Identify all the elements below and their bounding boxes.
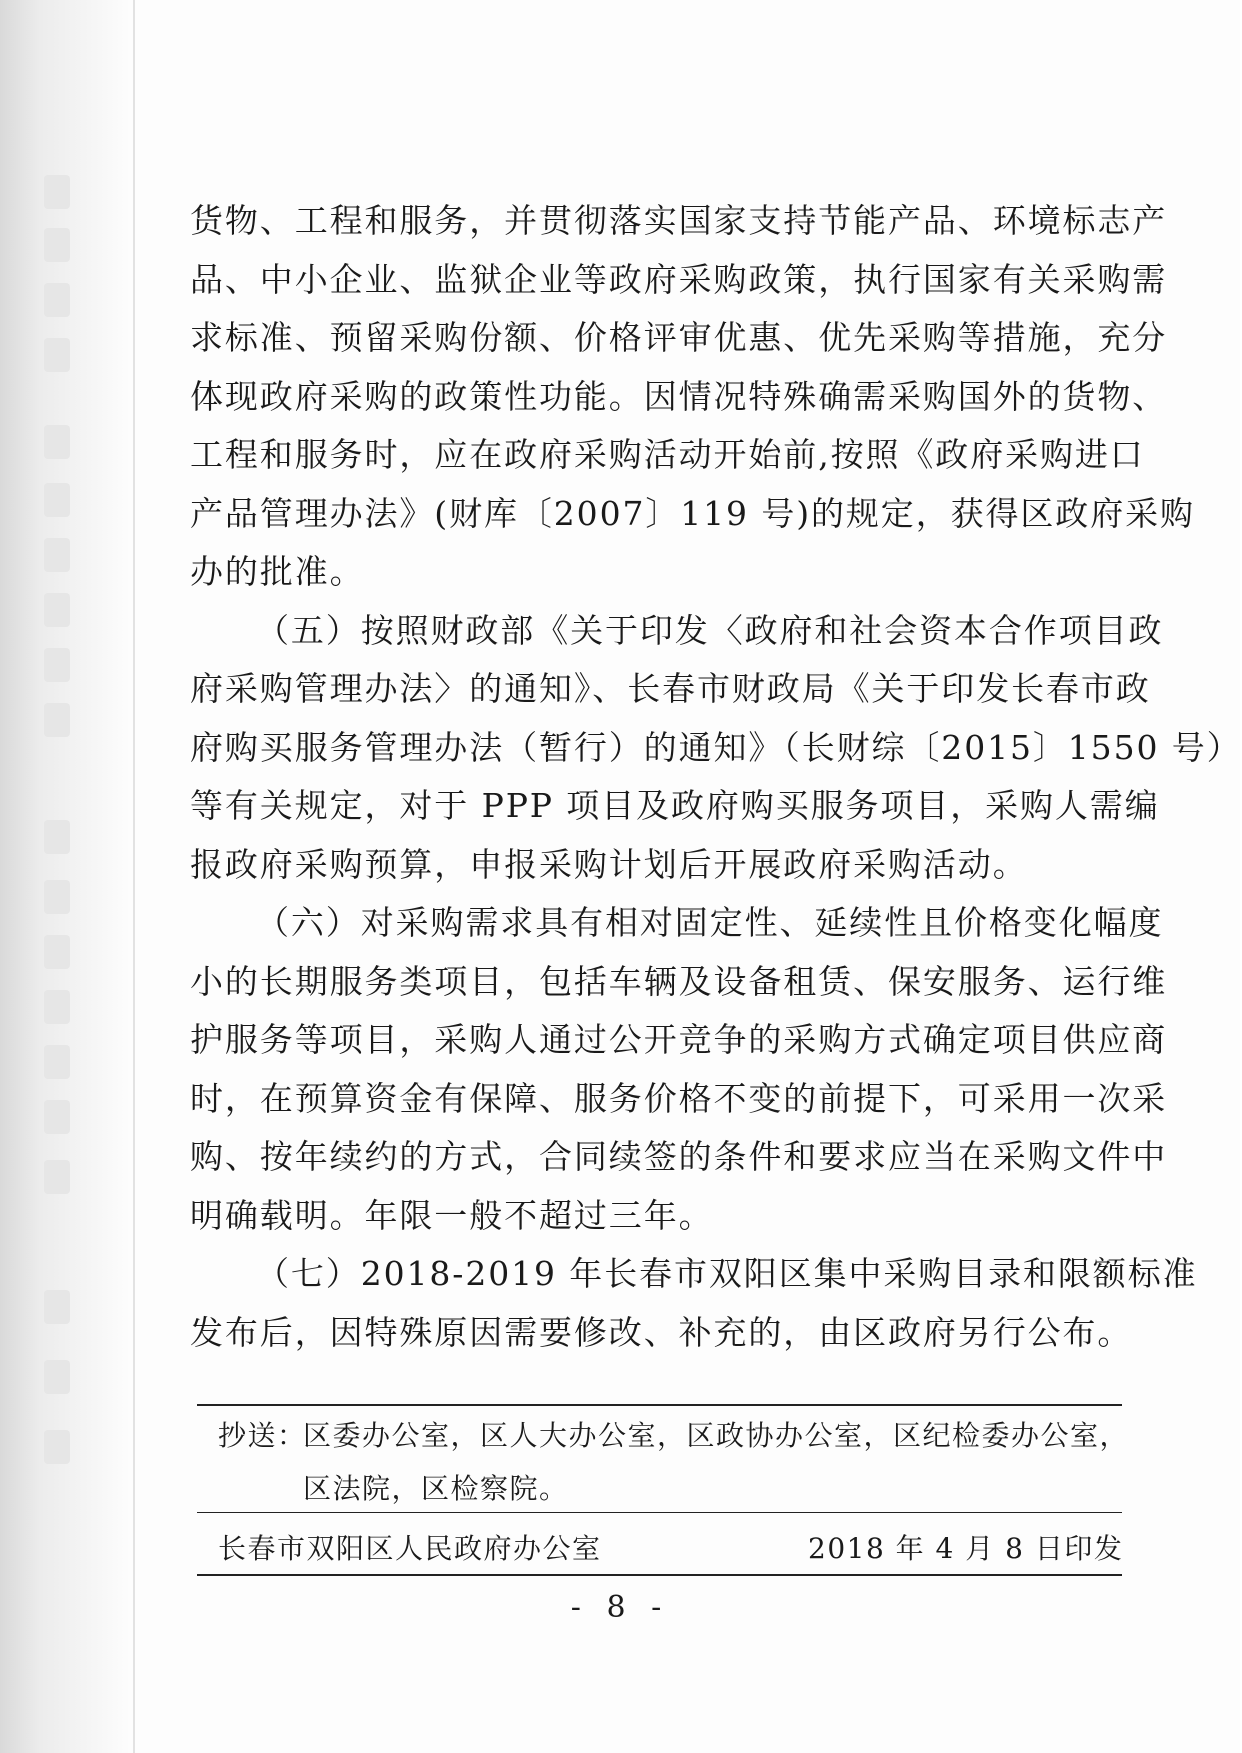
body-text — [190, 192, 1242, 1362]
bleed-through-mark — [44, 1100, 70, 1134]
body-line: 求标准、预留采购份额、价格评审优惠、优先采购等措施，充分 — [190, 318, 1168, 357]
bleed-through-mark — [44, 703, 70, 737]
body-line: 时，在预算资金有保障、服务价格不变的前提下，可采用一次采 — [190, 1078, 1168, 1118]
footer-middle-rule — [197, 1512, 1122, 1513]
scan-edge-shadow — [0, 0, 130, 1753]
body-line: 货物、工程和服务，并贯彻落实国家支持节能产品、环境标志产 — [190, 201, 1168, 240]
paragraph-5-first-line: （五）按照财政部《关于印发〈政府和社会资本合作项目政 — [256, 610, 1164, 650]
footer-bottom-rule — [197, 1574, 1122, 1576]
bleed-through-mark — [44, 338, 70, 372]
paragraph-6-first-line: （六）对采购需求具有相对固定性、延续性且价格变化幅度 — [256, 903, 1164, 942]
body-line: 小的长期服务类项目，包括车辆及设备租赁、保安服务、运行维 — [190, 961, 1168, 1001]
bleed-through-mark — [44, 175, 70, 209]
body-line: 发布后，因特殊原因需要修改、补充的，由区政府另行公布。 — [190, 1312, 1133, 1352]
body-line: 品、中小企业、监狱企业等政府采购政策，执行国家有关采购需 — [190, 259, 1168, 299]
bleed-through-mark — [44, 538, 70, 572]
body-line: 购、按年续约的方式，合同续签的条件和要求应当在采购文件中 — [190, 1137, 1168, 1176]
bleed-through-mark — [44, 593, 70, 627]
body-line: 府采购管理办法〉的通知》、长春市财政局《关于印发长春市政 — [190, 669, 1151, 708]
body-line: 报政府采购预算，申报采购计划后开展政府采购活动。 — [190, 844, 1028, 884]
bleed-through-mark — [44, 1160, 70, 1194]
body-line: 产品管理办法》(财库〔2007〕119 号)的规定，获得区政府采购 — [190, 493, 1195, 533]
body-line: 明确载明。年限一般不超过三年。 — [190, 1195, 714, 1235]
scan-edge-line — [133, 0, 135, 1753]
body-line: 府购买服务管理办法（暂行）的通知》（长财综〔2015〕1550 号） — [190, 727, 1242, 767]
cc-recipients-line-2: 区法院，区检察院。 — [303, 1472, 569, 1505]
bleed-through-mark — [44, 648, 70, 682]
issuing-office: 长春市双阳区人民政府办公室 — [218, 1532, 602, 1565]
body-line: 办的批准。 — [190, 552, 365, 591]
issue-date: 2018 年 4 月 8 日印发 — [808, 1532, 1124, 1565]
cc-label: 抄送： — [218, 1419, 307, 1452]
bleed-through-mark — [44, 990, 70, 1024]
bleed-through-mark — [44, 1045, 70, 1079]
paragraph-7-first-line: （七）2018-2019 年长春市双阳区集中采购目录和限额标准 — [256, 1254, 1198, 1293]
bleed-through-mark — [44, 1360, 70, 1394]
bleed-through-mark — [44, 1430, 70, 1464]
bleed-through-mark — [44, 425, 70, 459]
bleed-through-mark — [44, 820, 70, 854]
body-line: 体现政府采购的政策性功能。因情况特殊确需采购国外的货物、 — [190, 376, 1168, 416]
body-line: 等有关规定，对于 PPP 项目及政府购买服务项目，采购人需编 — [190, 786, 1160, 825]
bleed-through-mark — [44, 228, 70, 262]
cc-recipients-line-1: 区委办公室，区人大办公室，区政协办公室，区纪检委办公室， — [303, 1419, 1130, 1452]
page-number: - 8 - — [570, 1590, 670, 1625]
bleed-through-mark — [44, 935, 70, 969]
bleed-through-mark — [44, 1290, 70, 1324]
body-line: 护服务等项目，采购人通过公开竞争的采购方式确定项目供应商 — [190, 1020, 1168, 1059]
bleed-through-mark — [44, 880, 70, 914]
footer-top-rule — [197, 1404, 1122, 1406]
body-line: 工程和服务时，应在政府采购活动开始前,按照《政府采购进口 — [190, 435, 1145, 474]
bleed-through-mark — [44, 483, 70, 517]
bleed-through-mark — [44, 283, 70, 317]
